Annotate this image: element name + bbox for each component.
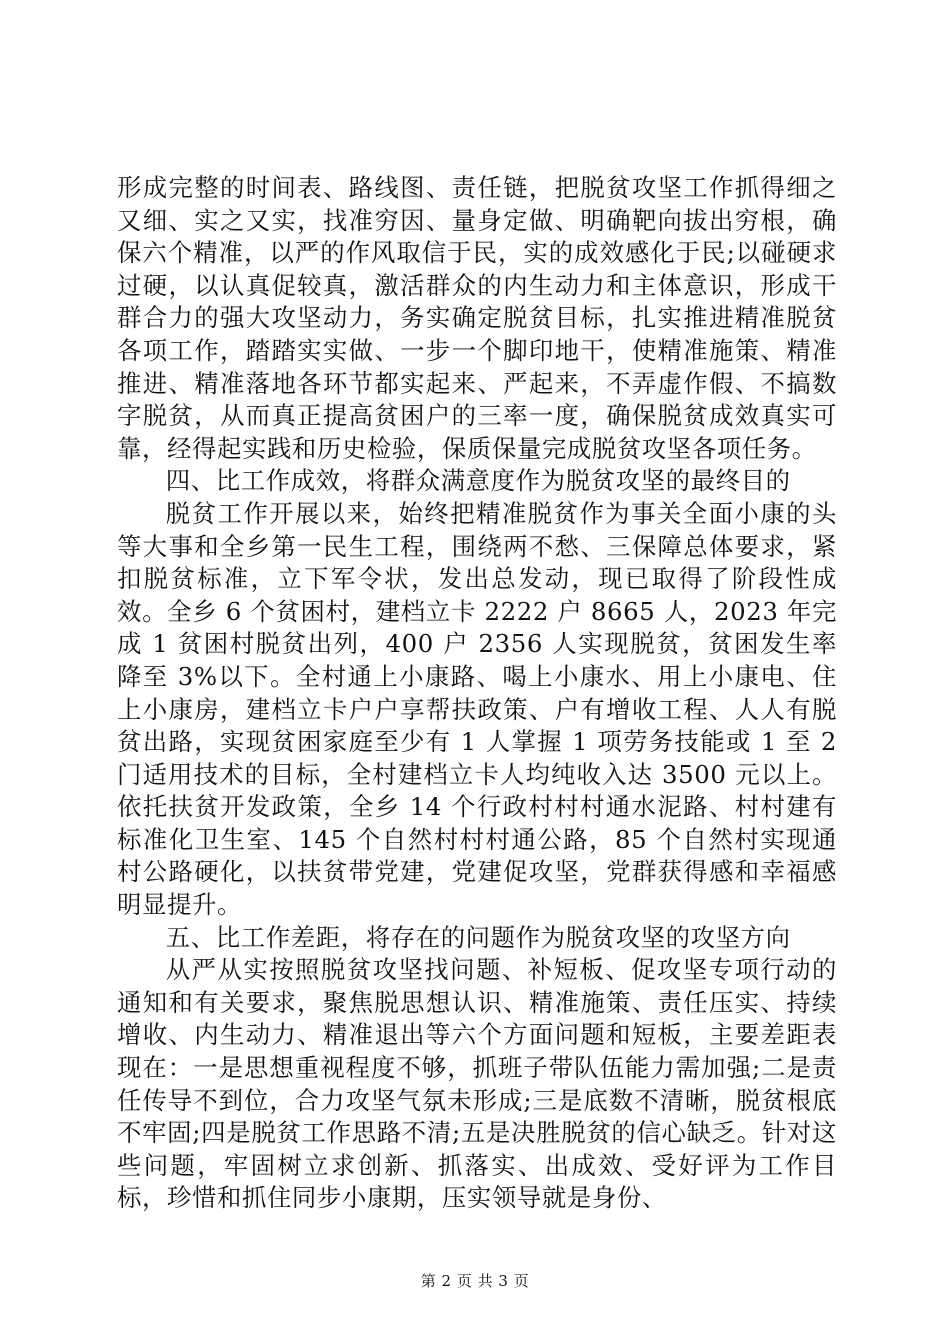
body-paragraph-continuation: 形成完整的时间表、路线图、责任链，把脱贫攻坚工作抓得细之又细、实之又实，找准穷因、量身定做、明确靶向拔出穷根，确保六个精准，以严的作风取信于民，实的成效感化于民;以碰硬求过硬，以认真促较真，激活群众的内生动力和主体意识，形成干群合力的强大攻坚动力，务实确定脱贫目标，扎实推进精准脱贫各项工作，踏踏实实做、一步一个脚印地干，使精准施策、精准推进、精准落地各环节都实起来、严起来，不弄虚作假、不搞数字脱贫，从而真正提高贫困户的三率一度，确保脱贫成效真实可靠，经得起实践和历史检验，保质保量完成脱贫攻坚各项任务。 — [117, 173, 837, 463]
section-heading-5: 五、比工作差距，将存在的问题作为脱贫攻坚的攻坚方向 — [165, 922, 791, 952]
page-footer: 第 2 页 共 3 页 — [420, 1272, 530, 1290]
document-body — [117, 172, 837, 1215]
body-paragraph-gaps: 从严从实按照脱贫攻坚找问题、补短板、促攻坚专项行动的通知和有关要求，聚焦脱思想认识、精准施策、责任压实、持续增收、内生动力、精准退出等六个方面问题和短板，主要差距表现在：一是思想重视程度不够，抓班子带队伍能力需加强;二是责任传导不到位，合力攻坚气氛未形成;三是底数不清晰，脱贫根底不牢固;四是脱贫工作思路不清;五是决胜脱贫的信心缺乏。针对这些问题，牢固树立求创新、抓落实、出成效、受好评为工作目标，珍惜和抓住同步小康期，压实领导就是身份、 — [117, 955, 837, 1213]
body-paragraph-achievements: 脱贫工作开展以来，始终把精准脱贫作为事关全面小康的头等大事和全乡第一民生工程，围绕两不愁、三保障总体要求，紧扣脱贫标准，立下军令状，发出总发动，现已取得了阶段性成效。全乡 6 个贫困村，建档立卡 2222 户 8665 人，2023 年完成 1 贫困村脱贫出列，400 户 2356 人实现脱贫，贫困发生率降至 3%以下。全村通上小康路、喝上小康水、用上小康电、住上小康房，建档立卡户户享帮扶政策、户有增收工程、人人有脱贫出路，实现贫困家庭至少有 1 人掌握 1 项劳务技能或 1 至 2 门适用技术的目标，全村建档立卡人均纯收入达 3500 元以上。依托扶贫开发政策，全乡 14 个行政村村村通水泥路、村村建有标准化卫生室、145 个自然村村村通公路，85 个自然村实现通村公路硬化，以扶贫带党建，党建促攻坚，党群获得感和幸福感明显提升。 — [117, 498, 837, 920]
section-heading-4: 四、比工作成效，将群众满意度作为脱贫攻坚的最终目的 — [165, 466, 791, 496]
